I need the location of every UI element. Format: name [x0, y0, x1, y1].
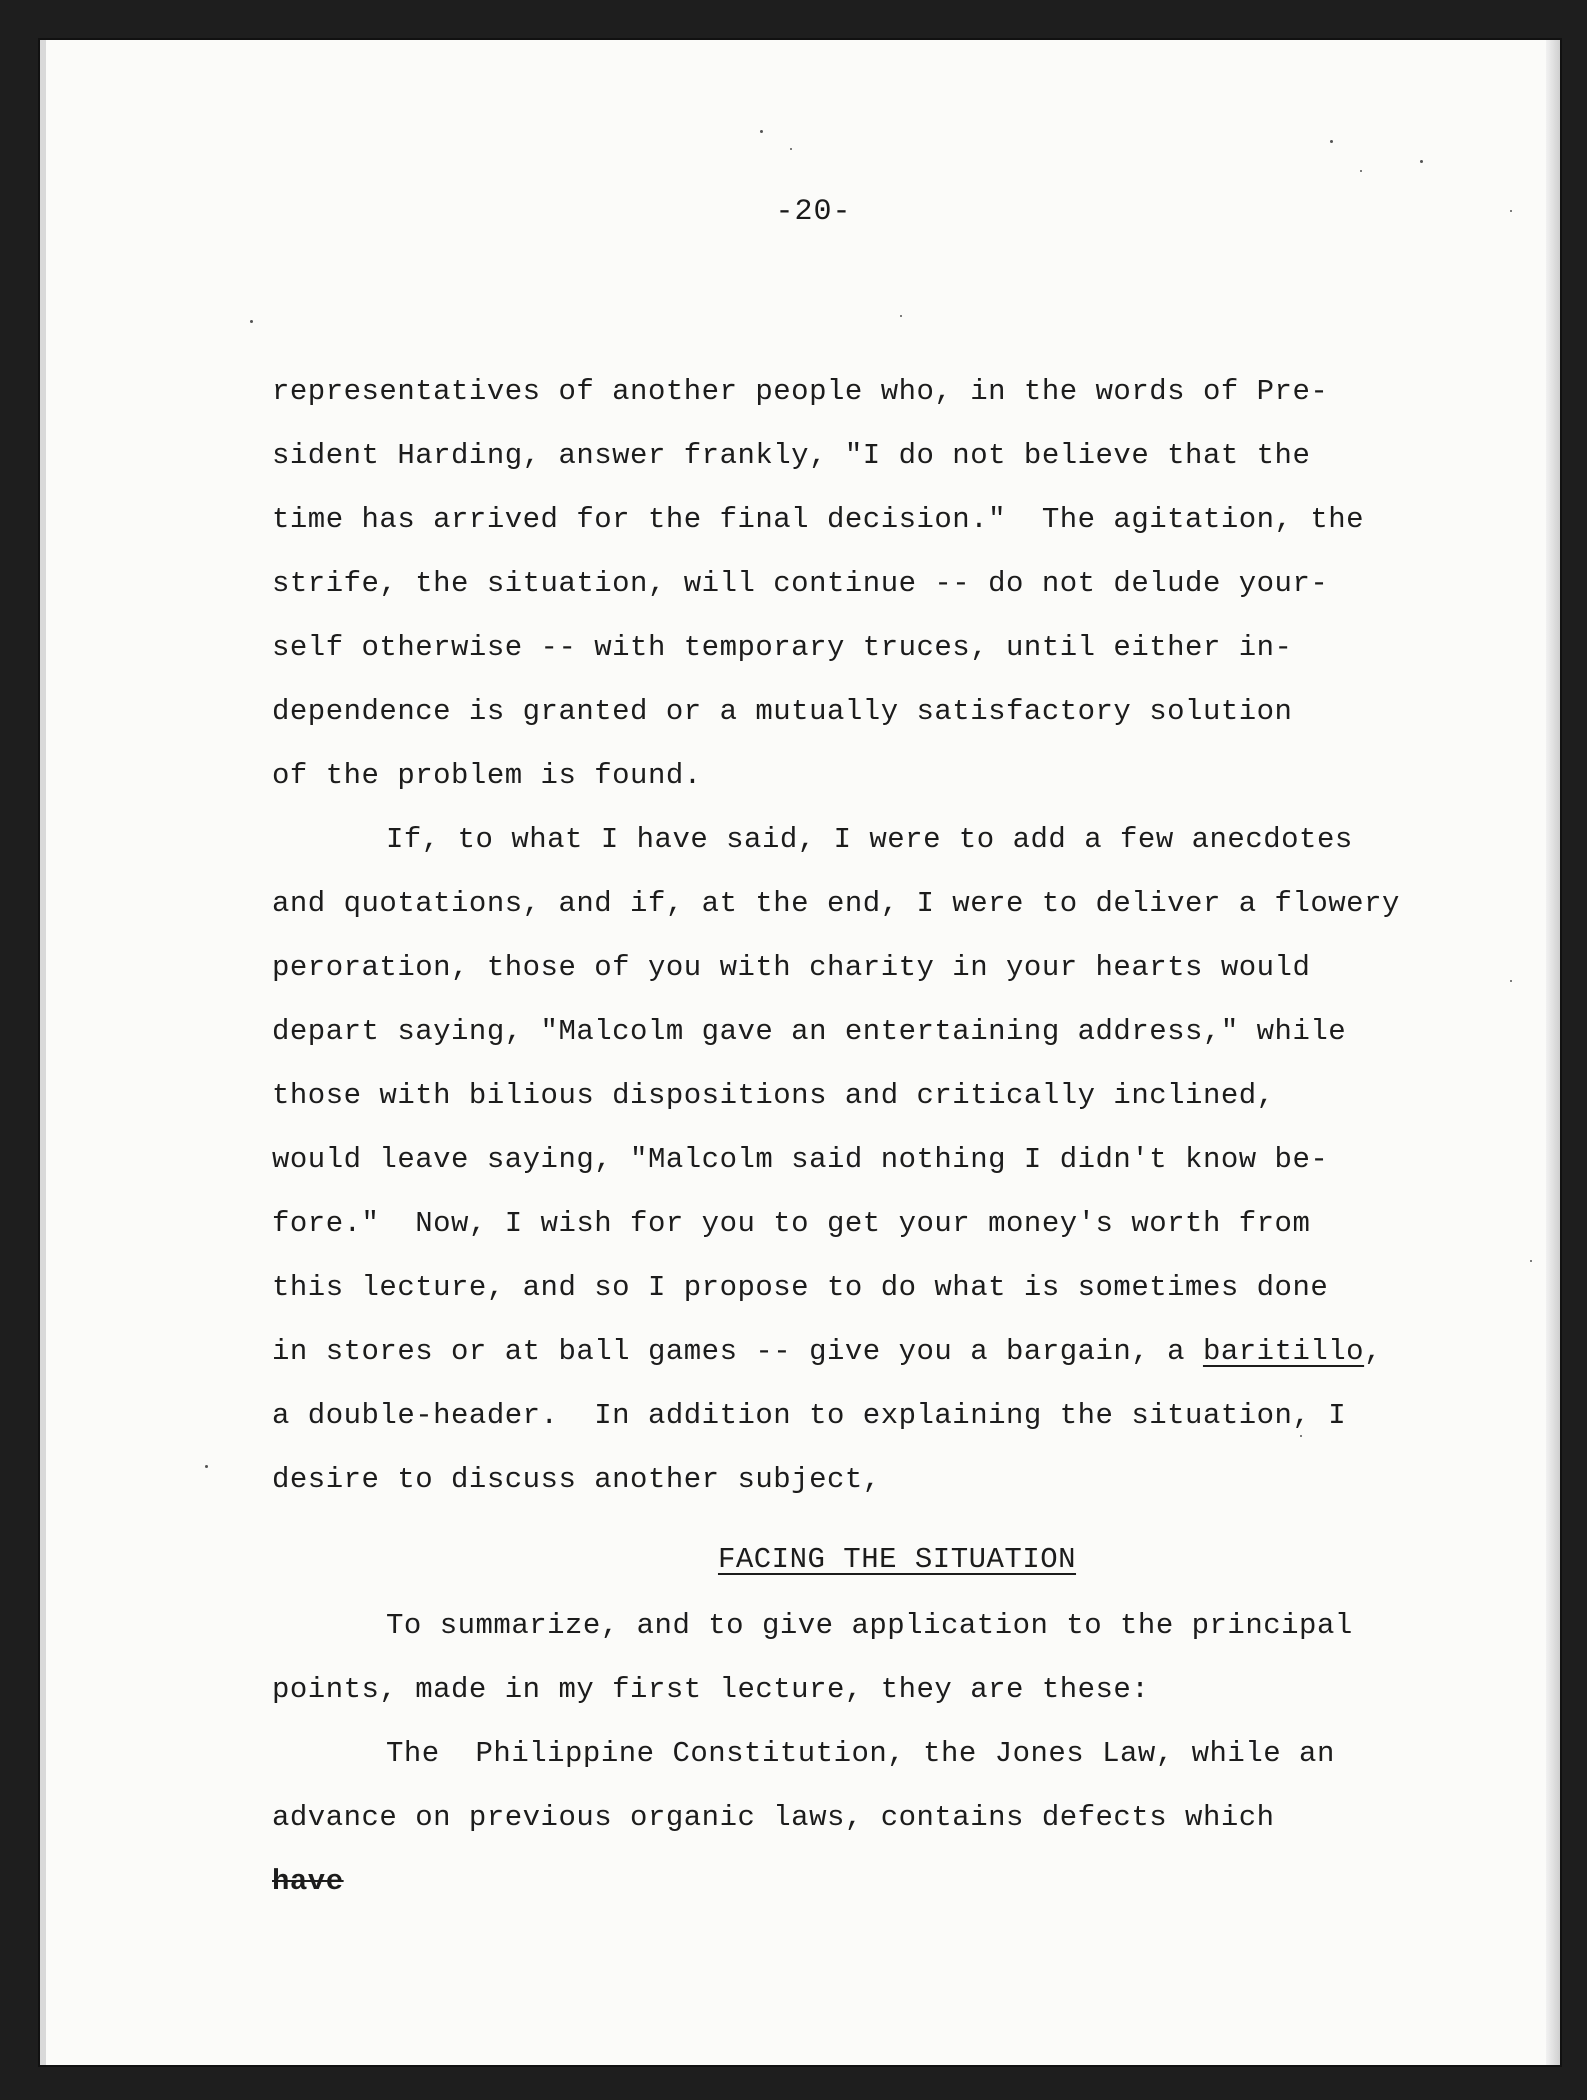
- text-line: If, to what I have said, I were to add a few anecdotes: [386, 823, 1353, 856]
- spacer: [272, 1512, 1492, 1526]
- text-line: advance on previous organic laws, contains defects which: [272, 1801, 1275, 1834]
- text-line: a double-header. In addition to explaining the situation, I: [272, 1399, 1347, 1432]
- text-line: peroration, those of you with charity in your hearts would: [272, 951, 1311, 984]
- text-line: desire to discuss another subject,: [272, 1463, 881, 1496]
- paragraph: [272, 1722, 1492, 1850]
- text-line: would leave saying, "Malcolm said nothing I didn't know be-: [272, 1143, 1329, 1176]
- body-text: [272, 360, 1492, 1914]
- section-heading: FACING THE SITUATION: [717, 1543, 1077, 1576]
- text-line: sident Harding, answer frankly, "I do not believe that the: [272, 439, 1311, 472]
- text-line: strife, the situation, will continue -- do not delude your-: [272, 567, 1329, 600]
- text-line: points, made in my first lecture, they are these:: [272, 1673, 1150, 1706]
- text-line: this lecture, and so I propose to do what is sometimes done: [272, 1271, 1329, 1304]
- scan-speck: [1420, 160, 1423, 163]
- text-line: self otherwise -- with temporary truces, until either in-: [272, 631, 1293, 664]
- paragraph: [272, 808, 1492, 1512]
- scan-speck: [1360, 170, 1362, 172]
- page-number: -20-: [775, 195, 852, 229]
- text-segment: in stores or at ball games -- give you a bargain, a: [272, 1335, 1203, 1368]
- scan-speck: [900, 315, 902, 317]
- text-line: The Philippine Constitution, the Jones Law, while an: [386, 1737, 1335, 1770]
- text-line: depart saying, "Malcolm gave an entertaining address," while: [272, 1015, 1347, 1048]
- scan-speck: [250, 320, 253, 323]
- text-line: representatives of another people who, in the words of Pre-: [272, 375, 1329, 408]
- page-edge-shadow: [1546, 40, 1560, 2065]
- scan-speck: [760, 130, 763, 133]
- scan-speck: [790, 148, 792, 150]
- scan-speck: [1530, 1260, 1532, 1262]
- text-line: time has arrived for the final decision." The agitation, the: [272, 503, 1365, 536]
- text-line: [272, 1320, 1492, 1384]
- paragraph: [272, 1594, 1492, 1722]
- underlined-word: baritillo: [1202, 1335, 1365, 1368]
- text-segment: ,: [1364, 1335, 1382, 1368]
- text-line: dependence is granted or a mutually satisfactory solution: [272, 695, 1293, 728]
- text-line: To summarize, and to give application to the principal: [386, 1609, 1353, 1642]
- text-line: of the problem is found.: [272, 759, 702, 792]
- scan-speck: [1330, 140, 1333, 143]
- catchword: have: [272, 1865, 344, 1898]
- text-line: those with bilious dispositions and critically inclined,: [272, 1079, 1275, 1112]
- scan-speck: [205, 1465, 208, 1468]
- text-line: and quotations, and if, at the end, I were to deliver a flowery: [272, 887, 1400, 920]
- text-line: fore." Now, I wish for you to get your money's worth from: [272, 1207, 1311, 1240]
- paragraph: [272, 360, 1492, 808]
- scan-speck: [1510, 980, 1512, 982]
